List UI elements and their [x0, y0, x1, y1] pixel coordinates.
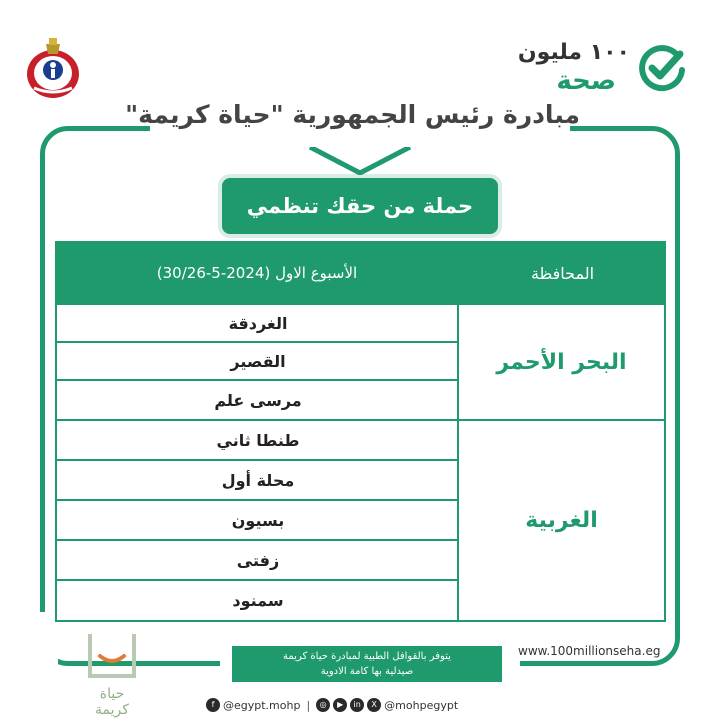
website-link[interactable]: www.100millionseha.eg: [518, 644, 661, 658]
city-cell: بسيون: [57, 501, 459, 541]
hayah-karima-logo-text: حياة كريمة: [95, 686, 129, 718]
instagram-icon[interactable]: ◎: [316, 698, 330, 712]
social-handle[interactable]: @mohpegypt: [384, 698, 459, 712]
social-bar: [206, 696, 458, 714]
city-cell: الغردقة: [57, 305, 459, 343]
brand-line2: صحة: [556, 66, 616, 96]
brand-logo: [517, 40, 686, 98]
governorate-cell: الغربية: [457, 421, 664, 620]
moh-emblem-icon: [22, 36, 84, 100]
facebook-icon[interactable]: f: [206, 698, 220, 712]
city-cell: محلة أول: [57, 461, 459, 501]
header-governorate: المحافظة: [530, 263, 595, 283]
hayah-karima-logo: [84, 630, 140, 718]
checkmark-icon: [638, 44, 686, 92]
pointer-chevron-icon: [300, 147, 420, 175]
divider: |: [306, 698, 311, 712]
linkedin-icon[interactable]: in: [350, 698, 364, 712]
note-line2: صيدلية بها كامة الادوية: [320, 666, 414, 677]
governorate-cell: البحر الأحمر: [457, 305, 664, 421]
youtube-icon[interactable]: ▶: [333, 698, 347, 712]
schedule-table: [55, 241, 666, 622]
frame-gap-left: [30, 612, 58, 682]
brand-line1: ١٠٠ مليون: [517, 40, 630, 65]
page-title: مبادرة رئيس الجمهورية "حياة كريمة": [125, 100, 580, 129]
header-week: الأسبوع الاول (2024-5-30/26): [156, 264, 358, 282]
table-header: [55, 241, 666, 305]
table-body: [55, 305, 666, 622]
hayah-karima-logo-mark: [84, 630, 140, 682]
facebook-handle[interactable]: @egypt.mohp: [223, 698, 301, 712]
campaign-banner: حملة من حقك تنظمي: [222, 178, 498, 234]
city-cell: زفتى: [57, 541, 459, 581]
x-icon[interactable]: X: [367, 698, 381, 712]
pharmacy-note: [232, 646, 502, 682]
city-cell: القصير: [57, 343, 459, 381]
city-cell: مرسى علم: [57, 381, 459, 421]
note-line1: يتوفر بالقوافل الطبية لمبادرة حياة كريمة: [283, 651, 451, 662]
city-cell: طنطا ثاني: [57, 421, 459, 461]
city-cell: سمنود: [232, 591, 284, 610]
